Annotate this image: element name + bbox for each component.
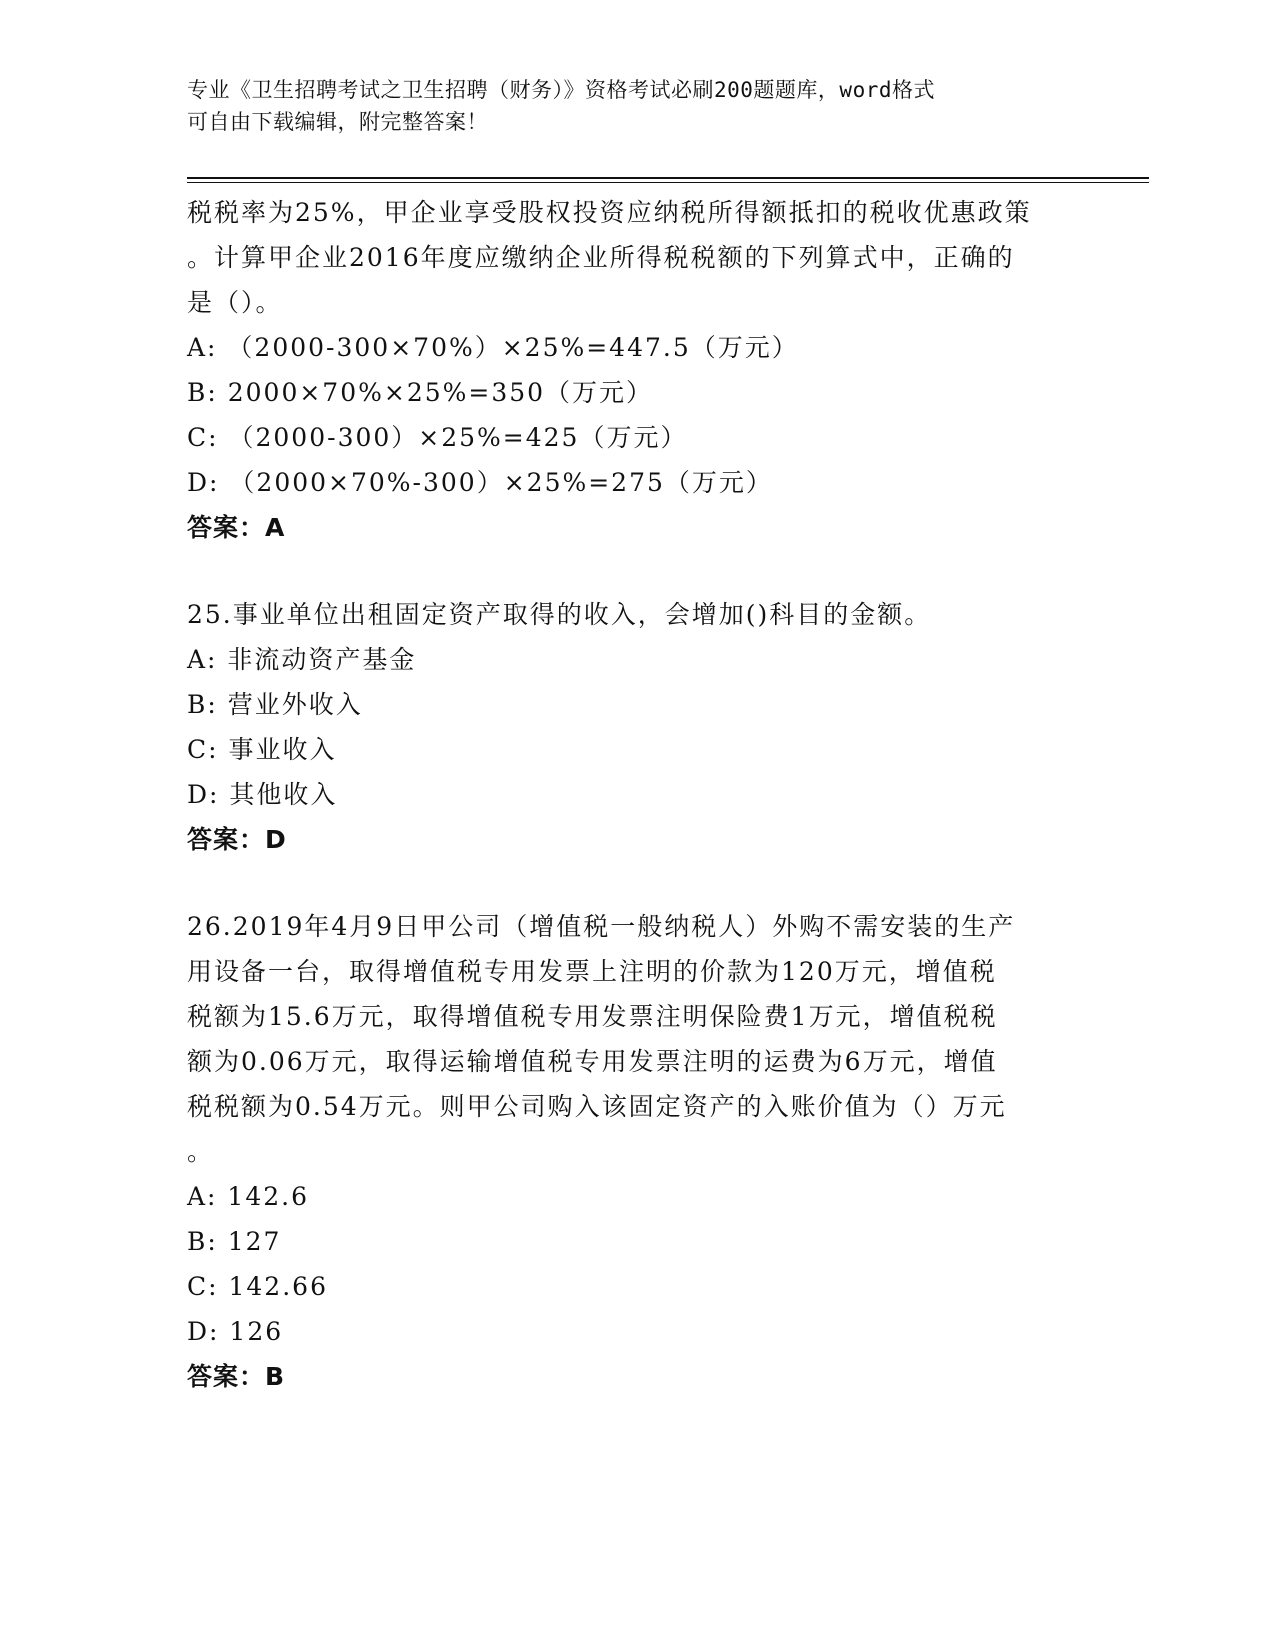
question-text-line: 税税额为0.54万元。则甲公司购入该固定资产的入账价值为（）万元 (187, 1092, 1007, 1121)
question-text-line: 。 (187, 1137, 215, 1166)
option-a: A: 非流动资产基金 (187, 645, 417, 674)
answer-label: 答案：B (187, 1362, 286, 1391)
answer-label: 答案：D (187, 825, 287, 854)
question-text-line: 税税率为25%，甲企业享受股权投资应纳税所得额抵扣的税收优惠政策 (187, 198, 1032, 227)
answer-label: 答案：A (187, 513, 286, 542)
header-divider (187, 177, 1149, 183)
question-text-line: 是（）。 (187, 288, 283, 317)
option-a: A: 142.6 (187, 1182, 309, 1211)
document-body (187, 190, 1087, 1399)
option-d: D: 其他收入 (187, 780, 338, 809)
question-text-line: 用设备一台，取得增值税专用发票上注明的价款为120万元，增值税 (187, 957, 997, 986)
question-text-line: 额为0.06万元，取得运输增值税专用发票注明的运费为6万元，增值 (187, 1047, 998, 1076)
option-c: C: 事业收入 (187, 735, 337, 764)
option-b: B: 2000×70%×25%=350（万元） (187, 378, 654, 407)
header-line-1: 专业《卫生招聘考试之卫生招聘（财务）》资格考试必刷200题题库，word格式 (187, 78, 935, 102)
option-c: C: 142.66 (187, 1272, 328, 1301)
option-b: B: 营业外收入 (187, 690, 363, 719)
document-header (187, 74, 1067, 138)
option-d: D: 126 (187, 1317, 284, 1346)
question-24 (187, 190, 1087, 550)
question-25 (187, 592, 1087, 862)
question-text-line: 25.事业单位出租固定资产取得的收入，会增加()科目的金额。 (187, 600, 932, 629)
option-a: A: （2000-300×70%）×25%=447.5（万元） (187, 333, 799, 362)
question-26 (187, 904, 1087, 1399)
header-line-2: 可自由下载编辑，附完整答案！ (187, 110, 488, 134)
option-d: D: （2000×70%-300）×25%=275（万元） (187, 468, 773, 497)
option-c: C: （2000-300）×25%=425（万元） (187, 423, 688, 452)
question-text-line: 。计算甲企业2016年度应缴纳企业所得税税额的下列算式中，正确的 (187, 243, 1015, 272)
question-text-line: 26.2019年4月9日甲公司（增值税一般纳税人）外购不需安装的生产 (187, 912, 1016, 941)
question-text-line: 税额为15.6万元，取得增值税专用发票注明保险费1万元，增值税税 (187, 1002, 998, 1031)
option-b: B: 127 (187, 1227, 282, 1256)
